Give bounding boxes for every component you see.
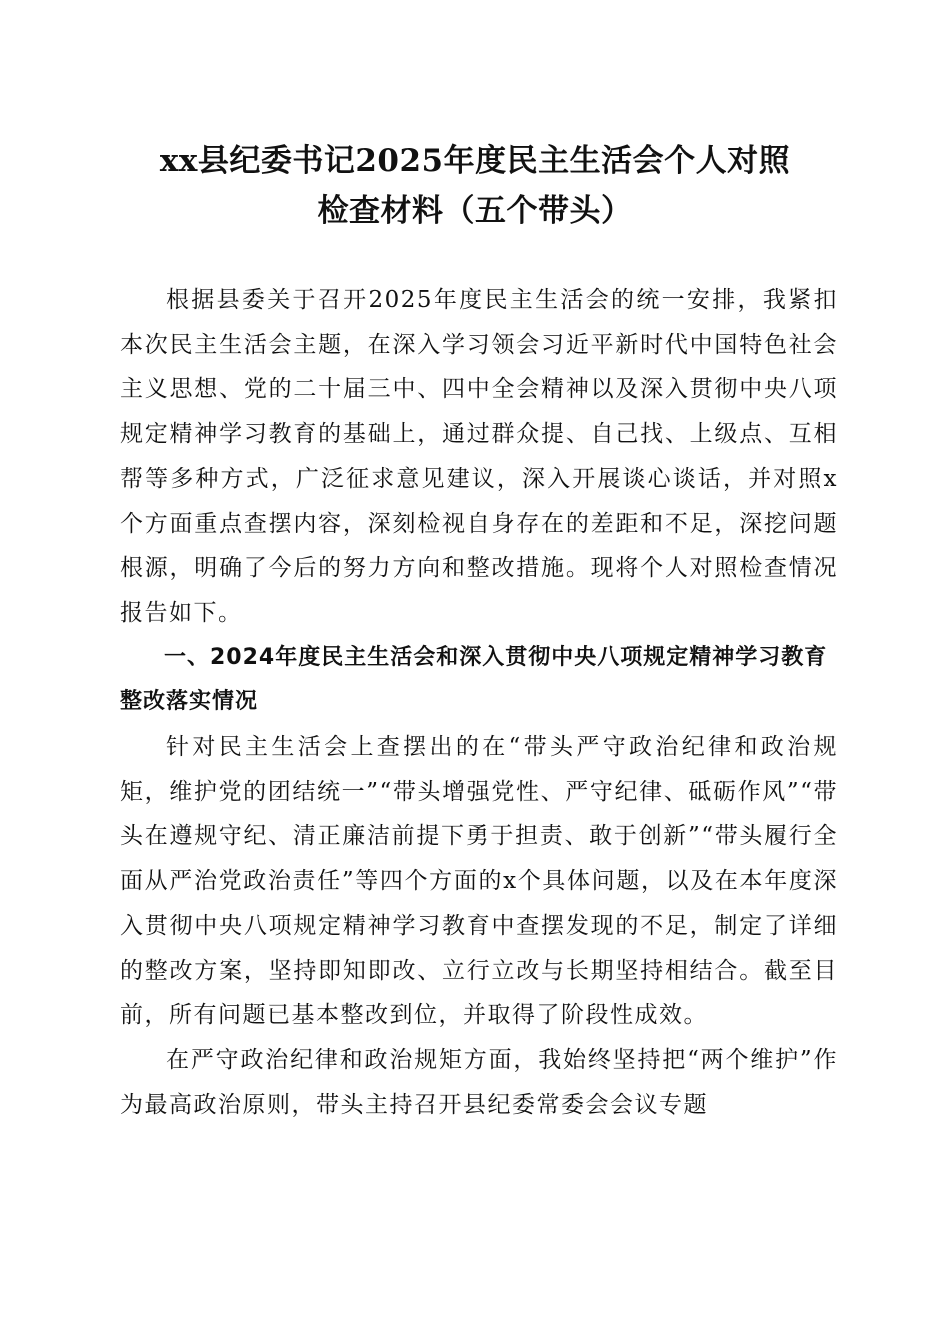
section-1-paragraph-2: 在严守政治纪律和政治规矩方面，我始终坚持把“两个维护”作为最高政治原则，带头主持召开县纪委常委会会议专题 — [120, 1046, 838, 1118]
title-line-2: 检查材料（五个带头） — [317, 193, 633, 229]
section-1-paragraph-1: 针对民主生活会上查摆出的在“带头严守政治纪律和政治规矩，维护党的团结统一”“带头增强党性、严守纪律、砥砺作风”“带头在遵规守纪、清正廉洁前提下勇于担责、敢于创新”“带头履行全面从严治党政治责任”等四个方面的x个具体问题，以及在本年度深入贯彻中央八项规定精神学习教育中查摆发现的不足，制定了详细的整改方案，坚持即知即改、立行立改与长期坚持相结合。截至目前，所有问题已基本整改到位，并取得了阶段性成效。 — [120, 734, 838, 1029]
document-title — [110, 136, 840, 236]
intro-paragraph: 根据县委关于召开2025年度民主生活会的统一安排，我紧扣本次民主生活会主题，在深入学习领会习近平新时代中国特色社会主义思想、党的二十届三中、四中全会精神以及深入贯彻中央八项规定精神学习教育的基础上，通过群众提、自己找、上级点、互相帮等多种方式，广泛征求意见建议，深入开展谈心谈话，并对照x个方面重点查摆内容，深刻检视自身存在的差距和不足，深挖问题根源，明确了今后的努力方向和整改措施。现将个人对照检查情况报告如下。 — [120, 287, 838, 626]
section-1-heading: 一、2024年度民主生活会和深入贯彻中央八项规定精神学习教育整改落实情况 — [120, 644, 828, 715]
document-body — [120, 278, 838, 1127]
title-line-1: xx县纪委书记2025年度民主生活会个人对照 — [159, 143, 791, 179]
